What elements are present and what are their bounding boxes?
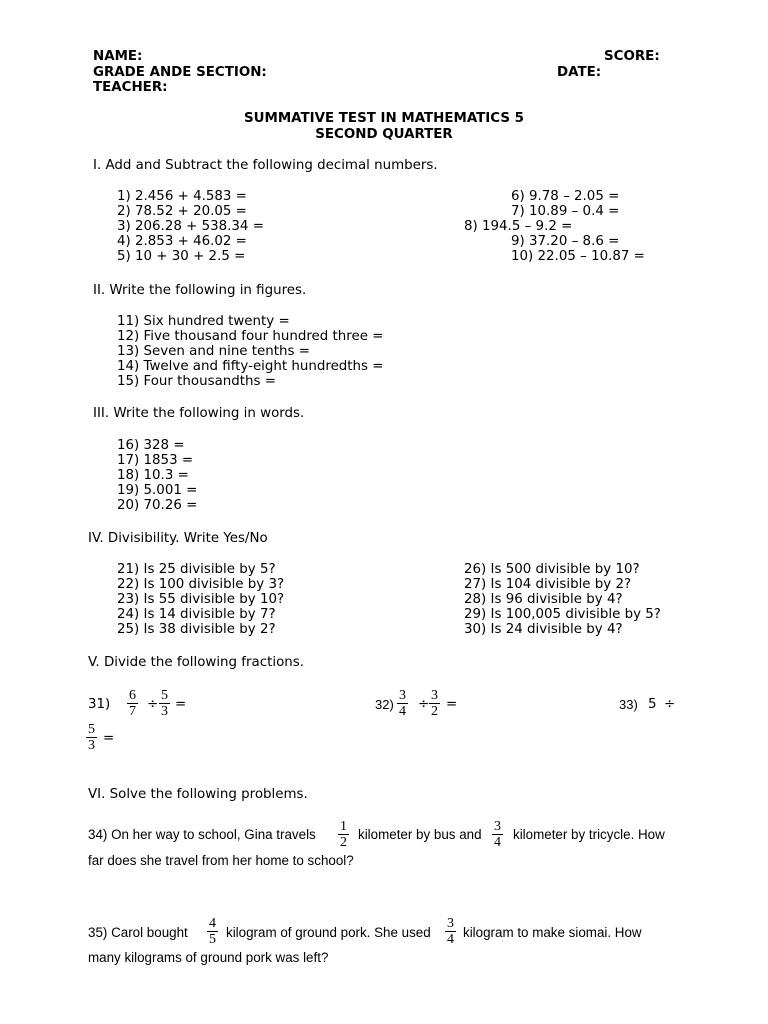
section-1-right-list [464,189,645,264]
question-33-label: 33) [619,697,638,712]
list-item: 26) Is 500 divisible by 10? [464,562,640,577]
list-item: 6) 9.78 – 2.05 = [511,189,620,204]
fraction-five-thirds: $\frac{5}{3}$ [161,688,168,719]
list-item: 17) 1853 = [117,453,194,468]
test-title: SUMMATIVE TEST IN MATHEMATICS 5 [244,111,524,126]
fraction-six-sevenths: $\frac{6}{7}$ [129,688,136,719]
whole-number: 5 [648,697,657,712]
list-item: 24) Is 14 divisible by 7? [117,607,276,622]
grade-section-label: GRADE ANDE SECTION: [93,65,267,80]
list-item: 3) 206.28 + 538.34 = [117,219,264,234]
question-34-text: far does she travel from her home to school? [88,853,354,868]
list-item: 23) Is 55 divisible by 10? [117,592,285,607]
fraction-five-thirds: $\frac{5}{3}$ [88,722,95,753]
section-6-heading: VI. Solve the following problems. [88,787,308,802]
list-item: 10) 22.05 – 10.87 = [511,249,645,264]
list-item: 22) Is 100 divisible by 3? [117,577,285,592]
list-item: 20) 70.26 = [117,498,198,513]
list-item: 16) 328 = [117,438,185,453]
list-item: 8) 194.5 – 9.2 = [464,219,573,234]
fraction-three-fourths: $\frac{3}{4}$ [494,819,501,850]
list-item: 2) 78.52 + 20.05 = [117,204,247,219]
score-label: SCORE: [604,49,660,64]
section-2-list [117,314,384,389]
equals-sign: = [446,697,458,712]
list-item: 19) 5.001 = [117,483,198,498]
question-34-text: kilometer by tricycle. How [513,827,665,842]
section-4-heading: IV. Divisibility. Write Yes/No [88,531,268,546]
question-35-text: kilogram of ground pork. She used [226,925,431,940]
list-item: 7) 10.89 – 0.4 = [511,204,620,219]
list-item: 21) Is 25 divisible by 5? [117,562,276,577]
list-item: 5) 10 + 30 + 2.5 = [117,249,246,264]
name-label: NAME: [93,49,143,64]
equals-sign: = [175,697,187,712]
fraction-three-fourths: $\frac{3}{4}$ [447,916,454,947]
list-item: 13) Seven and nine tenths = [117,344,310,359]
divide-symbol: ÷ [664,697,676,712]
teacher-label: TEACHER: [93,80,168,95]
question-35-text: 35) Carol bought [88,925,188,940]
question-35-text: many kilograms of ground pork was left? [88,950,329,965]
list-item: 18) 10.3 = [117,468,189,483]
list-item: 30) Is 24 divisible by 4? [464,622,623,637]
question-31-label: 31) [88,697,111,712]
fraction-one-half: $\frac{1}{2}$ [340,819,347,850]
divide-symbol: ÷ [147,697,159,712]
list-item: 12) Five thousand four hundred three = [117,329,384,344]
list-item: 11) Six hundred twenty = [117,314,290,329]
list-item: 1) 2.456 + 4.583 = [117,189,247,204]
section-4-right-list [464,562,661,637]
question-35-text: kilogram to make siomai. How [463,925,642,940]
list-item: 15) Four thousandths = [117,374,276,389]
list-item: 27) Is 104 divisible by 2? [464,577,632,592]
equals-sign: = [103,731,115,746]
list-item: 14) Twelve and fifty-eight hundredths = [117,359,384,374]
section-3-list [117,438,197,513]
divide-symbol: ÷ [418,697,430,712]
section-5-heading: V. Divide the following fractions. [88,655,304,670]
fraction-three-halves: $\frac{3}{2}$ [431,688,438,719]
section-1-heading: I. Add and Subtract the following decimal numbers. [93,158,438,173]
question-34-text: 34) On her way to school, Gina travels [88,827,316,842]
question-32-label: 32) [375,697,394,712]
fraction-three-fourths: $\frac{3}{4}$ [399,688,406,719]
list-item: 25) Is 38 divisible by 2? [117,622,276,637]
section-4-left-list [117,562,284,637]
question-34-text: kilometer by bus and [358,827,482,842]
section-1-left-list [117,189,264,264]
fraction-four-fifths: $\frac{4}{5}$ [209,916,216,947]
test-subtitle: SECOND QUARTER [315,127,453,142]
section-3-heading: III. Write the following in words. [93,406,305,421]
date-label: DATE: [557,65,602,80]
list-item: 9) 37.20 – 8.6 = [511,234,620,249]
list-item: 29) Is 100,005 divisible by 5? [464,607,661,622]
section-2-heading: II. Write the following in figures. [93,283,307,298]
list-item: 28) Is 96 divisible by 4? [464,592,623,607]
list-item: 4) 2.853 + 46.02 = [117,234,247,249]
